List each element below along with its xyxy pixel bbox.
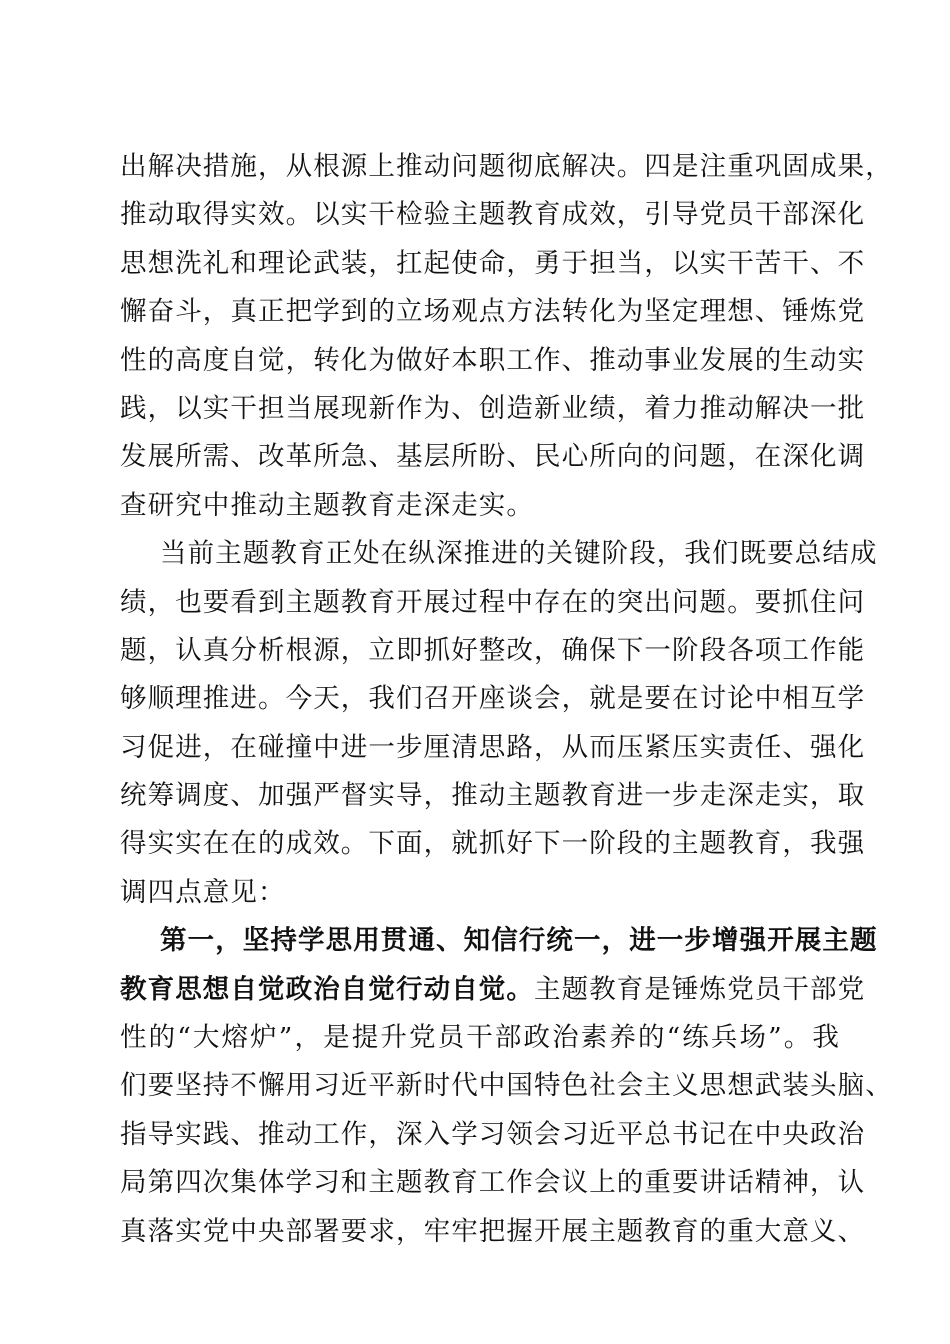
text-line: 够顺理推进。今天，我们召开座谈会，就是要在讨论中相互学 [120, 683, 866, 715]
section-heading-line: 第一，坚持学思用贯通、知信行统一，进一步增强开展主题 [160, 925, 878, 957]
text-line: 指导实践、推动工作，深入学习领会习近平总书记在中央政治 [120, 1118, 866, 1150]
text-line: 题，认真分析根源，立即抓好整改，确保下一阶段各项工作能 [120, 634, 866, 666]
text-line: 局第四次集体学习和主题教育工作会议上的重要讲话精神，认 [120, 1167, 866, 1199]
paragraph-2 [120, 530, 878, 917]
text-line: 性的高度自觉，转化为做好本职工作、推动事业发展的生动实 [120, 344, 866, 376]
text-line: 绩，也要看到主题教育开展过程中存在的突出问题。要抓住问 [120, 586, 866, 618]
text-span: 主题教育是锤炼党员干部党 [534, 973, 866, 1005]
text-line: 查研究中推动主题教育走深走实。 [120, 489, 534, 521]
text-line: 得实实在在的成效。下面，就抓好下一阶段的主题教育，我强 [120, 828, 866, 860]
paragraph-3 [120, 917, 893, 1256]
text-line: 真落实党中央部署要求，牢牢把握开展主题教育的重大意义、 [120, 1215, 866, 1247]
text-line-mixed [120, 966, 866, 1014]
text-line: 践，以实干担当展现新作为、创造新业绩，着力推动解决一批 [120, 392, 866, 424]
document-body [120, 143, 893, 1256]
text-line: 当前主题教育正处在纵深推进的关键阶段，我们既要总结成 [160, 538, 878, 570]
text-line: 懈奋斗，真正把学到的立场观点方法转化为坚定理想、锤炼党 [120, 296, 866, 328]
text-line: 推动取得实效。以实干检验主题教育成效，引导党员干部深化 [120, 199, 866, 231]
paragraph-1 [120, 143, 893, 530]
text-line: 统筹调度、加强严督实导，推动主题教育进一步走深走实，取 [120, 780, 866, 812]
text-line: 调四点意见： [120, 876, 286, 908]
text-line: 性的“大熔炉”，是提升党员干部政治素养的“练兵场”。我 [120, 1022, 840, 1054]
text-line: 发展所需、改革所急、基层所盼、民心所向的问题，在深化调 [120, 441, 866, 473]
text-line: 思想洗礼和理论武装，扛起使命，勇于担当，以实干苦干、不 [120, 247, 866, 279]
text-line: 出解决措施，从根源上推动问题彻底解决。四是注重巩固成果， [120, 151, 893, 182]
text-line: 习促进，在碰撞中进一步厘清思路，从而压紧压实责任、强化 [120, 731, 866, 763]
text-line: 们要坚持不懈用习近平新时代中国特色社会主义思想武装头脑、 [120, 1070, 893, 1102]
section-heading-line: 教育思想自觉政治自觉行动自觉。 [120, 973, 534, 1005]
